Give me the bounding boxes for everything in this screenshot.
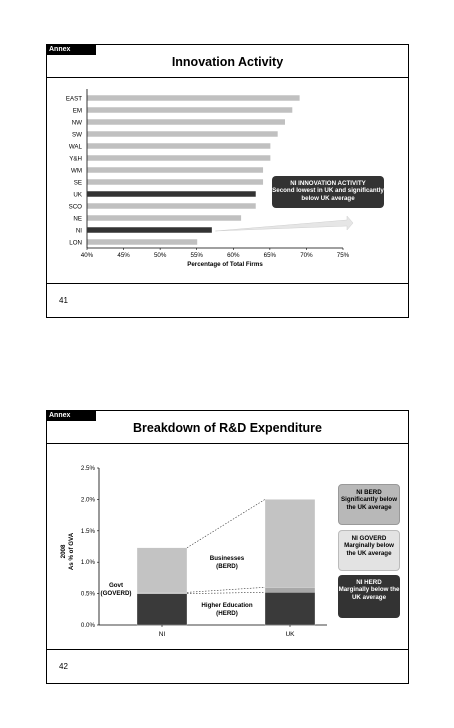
higher-education-annotation-code: (HERD)	[216, 610, 238, 617]
y-tick-label: 1.0%	[80, 559, 95, 567]
x-tick-label: 75%	[336, 252, 350, 259]
callout-title: NI HERD	[356, 579, 382, 586]
callout-title: NI BERD	[356, 489, 382, 496]
y-tick-label: 2.0%	[80, 496, 95, 504]
category-label: WAL	[68, 143, 82, 151]
y-axis-title: As % of GVA	[68, 532, 75, 571]
page-number: 42	[59, 662, 68, 671]
ni-goverd-callout	[338, 530, 400, 571]
x-axis-title: Percentage of Total Firms	[187, 261, 263, 268]
category-label: NI	[75, 227, 82, 235]
bar-ni-herd	[137, 594, 187, 625]
bar-sco	[88, 203, 256, 209]
x-tick-label: 40%	[80, 252, 94, 259]
callout-title: NI INNOVATION ACTIVITY	[290, 180, 366, 187]
bar-ni-goverd	[137, 592, 187, 593]
innovation-bar-chart	[47, 45, 408, 285]
category-label: UK	[73, 191, 82, 199]
category-label: NE	[73, 215, 82, 223]
footer-divider	[47, 283, 408, 284]
category-label: SW	[72, 131, 82, 139]
ni-innovation-callout	[272, 176, 384, 208]
connector-line	[187, 499, 265, 547]
x-tick-label: 70%	[300, 252, 313, 259]
bar-wm	[88, 167, 264, 173]
y-tick-label: 0.5%	[80, 590, 95, 598]
y-tick-label: 0.0%	[80, 622, 95, 629]
slide-title: Innovation Activity	[171, 55, 284, 69]
x-tick-label: NI	[158, 631, 166, 638]
bar-uk	[88, 191, 256, 197]
bar-ne	[88, 215, 242, 221]
footer-divider	[47, 649, 408, 650]
bar-yh	[88, 155, 271, 161]
bar-east	[88, 95, 300, 101]
page-number: 41	[59, 296, 68, 305]
annex-label: Annex	[46, 410, 96, 421]
slide-title: Breakdown of R&D Expenditure	[133, 421, 322, 435]
x-tick-label: 45%	[117, 252, 130, 259]
govt-annotation-code: (GOVERD)	[100, 590, 132, 597]
bar-em	[88, 107, 293, 113]
ni-berd-callout	[338, 484, 400, 525]
category-label: EM	[72, 107, 82, 115]
callout-body: Marginally below the UK average	[344, 542, 394, 557]
bar-uk-herd	[265, 592, 315, 625]
connector-line	[187, 587, 265, 592]
category-label: Y&H	[69, 155, 82, 163]
businesses-annotation: Businesses	[209, 555, 245, 562]
callout-body: Second lowest in UK and significantly below UK average	[272, 187, 384, 202]
x-tick-label: 50%	[153, 252, 167, 259]
category-label: EAST	[65, 95, 82, 103]
y-tick-label: 1.5%	[80, 527, 95, 535]
govt-annotation: Govt	[108, 582, 124, 589]
category-label: LON	[69, 239, 82, 247]
connector-line	[187, 592, 265, 593]
category-label: SE	[73, 179, 82, 187]
businesses-annotation-code: (BERD)	[216, 563, 238, 570]
slide-innovation-activity	[46, 44, 409, 318]
category-label: WM	[71, 167, 82, 175]
bar-sw	[88, 131, 278, 137]
callout-body: Marginally below the UK average	[338, 586, 400, 601]
y-axis-title-year: 2008	[60, 544, 67, 559]
x-tick-label: 55%	[190, 252, 203, 259]
x-tick-label: 65%	[263, 252, 277, 259]
x-tick-label: UK	[285, 631, 295, 638]
slide-rd-expenditure	[46, 410, 409, 684]
x-tick-label: 60%	[227, 252, 240, 259]
annex-label: Annex	[46, 44, 96, 55]
bar-uk-goverd	[265, 587, 315, 592]
category-label: NW	[71, 119, 82, 127]
bar-lon	[88, 239, 198, 245]
bar-ni-berd	[137, 548, 187, 593]
category-label: SCO	[68, 203, 82, 211]
bar-uk-berd	[265, 499, 315, 587]
ni-herd-callout	[338, 575, 400, 618]
bar-ni	[88, 227, 212, 233]
y-tick-label: 2.5%	[80, 465, 95, 472]
callout-body: Significantly below the UK average	[340, 496, 398, 511]
higher-education-annotation: Higher Education	[201, 602, 253, 609]
callout-title: NI GOVERD	[351, 535, 387, 542]
bar-nw	[88, 119, 285, 125]
bar-se	[88, 179, 264, 185]
bar-wal	[88, 143, 271, 149]
